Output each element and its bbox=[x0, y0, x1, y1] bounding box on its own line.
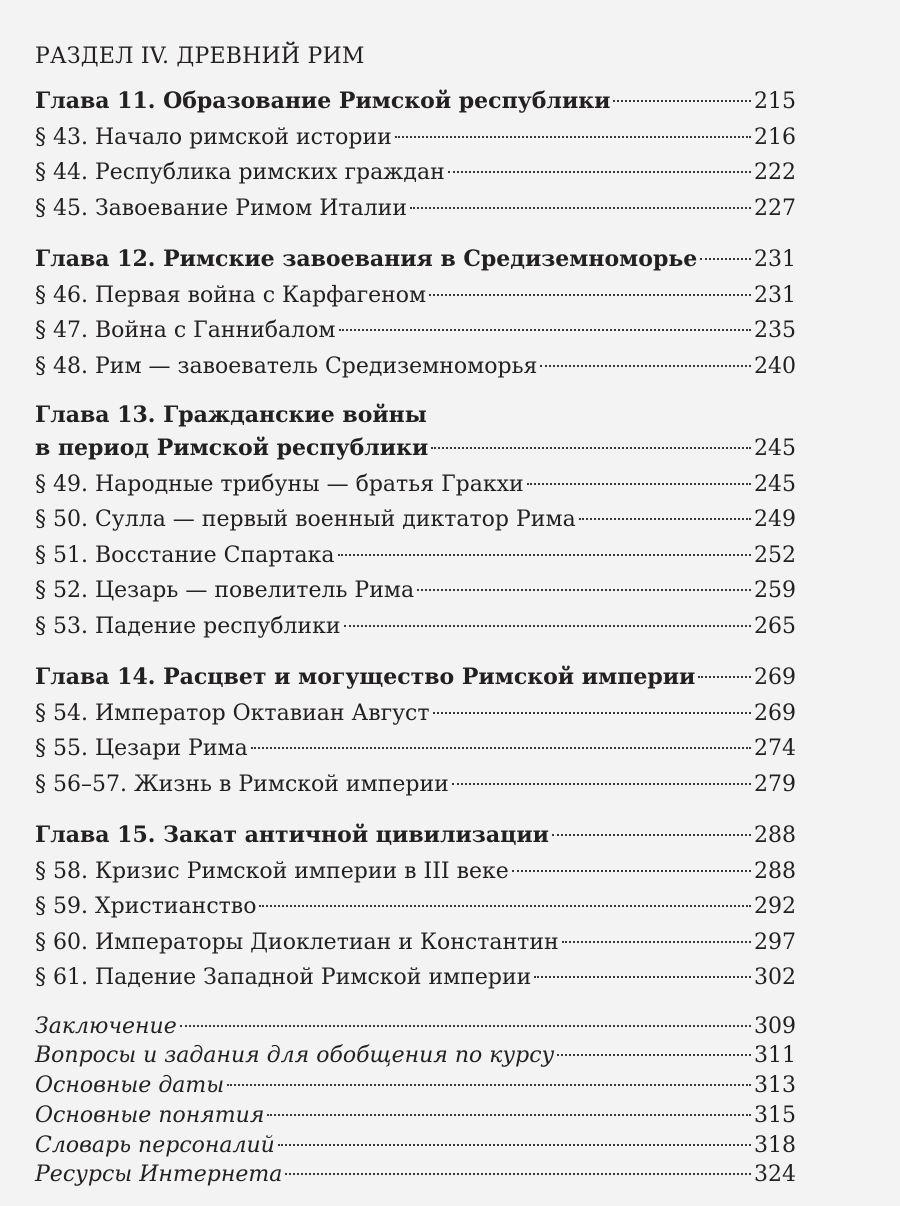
dot-leader bbox=[395, 136, 751, 138]
toc-page-number: 245 bbox=[754, 471, 796, 497]
dot-leader bbox=[180, 1025, 751, 1027]
dot-leader bbox=[452, 783, 751, 785]
toc-paragraph-entry bbox=[35, 538, 796, 574]
toc-paragraph-entry bbox=[35, 767, 796, 803]
toc-entry-title: § 51. Восстание Спартака bbox=[35, 542, 335, 568]
toc-page-number: 302 bbox=[754, 965, 796, 990]
dot-leader bbox=[700, 258, 751, 260]
dot-leader bbox=[527, 483, 751, 485]
toc-entry-title: § 53. Падение республики bbox=[35, 613, 341, 639]
dot-leader bbox=[338, 554, 751, 556]
dot-leader bbox=[227, 1084, 751, 1086]
toc-chapter-entry bbox=[35, 660, 796, 696]
dot-leader bbox=[540, 365, 751, 367]
toc-entry-title: § 48. Рим — завоеватель Средиземноморья bbox=[35, 353, 538, 379]
toc-page-number: 252 bbox=[754, 542, 796, 568]
dot-leader bbox=[344, 625, 751, 627]
toc-page-number: 274 bbox=[754, 736, 796, 761]
toc-paragraph-entry bbox=[35, 696, 796, 732]
toc-page-number: 235 bbox=[754, 318, 796, 343]
toc-entry-title: Глава 12. Римские завоевания в Средиземноморье bbox=[35, 246, 698, 272]
toc-appendix-entry bbox=[35, 1071, 796, 1101]
dot-leader bbox=[339, 329, 751, 331]
toc-page-number: 324 bbox=[754, 1162, 796, 1188]
toc-paragraph-entry bbox=[35, 573, 796, 609]
toc-entry-title: в период Римской республики bbox=[35, 435, 429, 461]
toc-entry-title: § 50. Сулла — первый военный диктатор Рима bbox=[35, 507, 576, 532]
toc-page-number: 227 bbox=[754, 195, 796, 221]
toc-page-number: 269 bbox=[754, 700, 796, 726]
dot-leader bbox=[417, 589, 751, 591]
toc-entry-title: § 47. Война с Ганнибалом bbox=[35, 318, 336, 343]
toc-page-number: 311 bbox=[754, 1043, 796, 1069]
toc-page-number: 309 bbox=[754, 1013, 796, 1039]
toc-appendix-group bbox=[35, 1012, 796, 1191]
toc-entry-title: § 58. Кризис Римской империи в III веке bbox=[35, 858, 509, 884]
toc-entry-title: Глава 15. Закат античной цивилизации bbox=[35, 822, 549, 848]
toc-page-number: 240 bbox=[754, 353, 796, 379]
toc-entry-title: § 61. Падение Западной Римской империи bbox=[35, 965, 532, 990]
toc-appendix-entry bbox=[35, 1160, 796, 1190]
toc-page-number: 313 bbox=[754, 1073, 796, 1099]
toc-chapter-entry bbox=[35, 431, 796, 467]
toc-page-number: 216 bbox=[754, 124, 796, 150]
dot-leader bbox=[448, 171, 751, 173]
toc-entry-title: § 55. Цезари Рима bbox=[35, 736, 248, 761]
toc-page-number: 318 bbox=[754, 1132, 796, 1158]
dot-leader bbox=[251, 747, 751, 749]
section-title: РАЗДЕЛ IV. ДРЕВНИЙ РИМ bbox=[35, 44, 365, 69]
toc-entry-title: Заключение bbox=[35, 1013, 177, 1039]
dot-leader bbox=[698, 676, 751, 678]
dot-leader bbox=[410, 207, 751, 209]
toc-chapter-group bbox=[35, 242, 796, 384]
toc-entry-title: § 45. Завоевание Римом Италии bbox=[35, 195, 407, 221]
toc-paragraph-entry bbox=[35, 313, 796, 349]
dot-leader bbox=[433, 712, 751, 714]
toc-chapter-entry bbox=[35, 818, 796, 854]
toc-entry-title: Глава 14. Расцвет и могущество Римской империи bbox=[35, 664, 696, 690]
toc-page-number: 288 bbox=[754, 858, 796, 884]
toc-entry-title: Основные понятия bbox=[35, 1102, 265, 1128]
dot-leader bbox=[259, 905, 751, 907]
toc-entry-title: § 43. Начало римской истории bbox=[35, 124, 392, 150]
toc-chapter-entry bbox=[35, 84, 796, 120]
toc-entry-title: § 44. Республика римских граждан bbox=[35, 160, 445, 185]
dot-leader bbox=[512, 870, 751, 872]
toc-appendix-entry bbox=[35, 1131, 796, 1161]
toc-paragraph-entry bbox=[35, 854, 796, 890]
toc-paragraph-entry bbox=[35, 609, 796, 645]
table-of-contents bbox=[35, 84, 796, 1206]
toc-entry-title: § 59. Христианство bbox=[35, 894, 257, 919]
toc-appendix-entry bbox=[35, 1012, 796, 1042]
dot-leader bbox=[431, 447, 751, 449]
toc-paragraph-entry bbox=[35, 960, 796, 996]
toc-entry-title: Словарь персоналий bbox=[35, 1132, 275, 1158]
toc-entry-title: Глава 13. Гражданские войны bbox=[35, 402, 427, 428]
toc-page-number: 265 bbox=[754, 613, 796, 639]
toc-paragraph-entry bbox=[35, 155, 796, 191]
toc-page-number: 231 bbox=[754, 247, 796, 272]
toc-page-number: 315 bbox=[754, 1102, 796, 1128]
toc-page-number: 288 bbox=[754, 823, 796, 848]
toc-paragraph-entry bbox=[35, 889, 796, 925]
toc-chapter-group bbox=[35, 84, 796, 226]
toc-entry-title: § 49. Народные трибуны — братья Гракхи bbox=[35, 471, 524, 497]
toc-page-number: 245 bbox=[754, 436, 796, 461]
toc-page-number: 269 bbox=[754, 665, 796, 690]
dot-leader bbox=[552, 834, 751, 836]
toc-entry-title: Ресурсы Интернета bbox=[35, 1162, 283, 1188]
toc-entry-title: § 46. Первая война с Карфагеном bbox=[35, 282, 427, 308]
dot-leader bbox=[285, 1173, 751, 1175]
toc-appendix-entry bbox=[35, 1101, 796, 1131]
toc-page-number: 215 bbox=[754, 89, 796, 114]
toc-paragraph-entry bbox=[35, 731, 796, 767]
toc-chapter-entry bbox=[35, 400, 796, 431]
dot-leader bbox=[278, 1144, 751, 1146]
toc-entry-title: Основные даты bbox=[35, 1073, 225, 1099]
dot-leader bbox=[429, 294, 751, 296]
toc-chapter-group bbox=[35, 818, 796, 996]
toc-page-number: 297 bbox=[754, 929, 796, 955]
toc-entry-title: § 60. Императоры Диоклетиан и Константин bbox=[35, 929, 559, 955]
toc-page-number: 292 bbox=[754, 894, 796, 919]
toc-paragraph-entry bbox=[35, 278, 796, 314]
toc-entry-title: Глава 11. Образование Римской республики bbox=[35, 88, 611, 114]
toc-chapter-entry bbox=[35, 242, 796, 278]
toc-paragraph-entry bbox=[35, 925, 796, 961]
toc-page-number: 222 bbox=[754, 160, 796, 185]
toc-entry-title: § 56–57. Жизнь в Римской империи bbox=[35, 771, 449, 797]
toc-paragraph-entry bbox=[35, 467, 796, 503]
dot-leader bbox=[562, 941, 751, 943]
toc-paragraph-entry bbox=[35, 191, 796, 227]
toc-chapter-group bbox=[35, 660, 796, 802]
dot-leader bbox=[267, 1114, 751, 1116]
dot-leader bbox=[579, 518, 751, 520]
toc-paragraph-entry bbox=[35, 502, 796, 538]
dot-leader bbox=[534, 976, 751, 978]
toc-chapter-group bbox=[35, 400, 796, 644]
toc-entry-title: Вопросы и задания для обобщения по курсу bbox=[35, 1043, 555, 1069]
toc-page-number: 249 bbox=[754, 507, 796, 532]
dot-leader bbox=[613, 100, 751, 102]
dot-leader bbox=[557, 1054, 751, 1056]
toc-paragraph-entry bbox=[35, 349, 796, 385]
toc-entry-title: § 52. Цезарь — повелитель Рима bbox=[35, 578, 415, 603]
toc-appendix-entry bbox=[35, 1041, 796, 1071]
toc-paragraph-entry bbox=[35, 120, 796, 156]
toc-page-number: 231 bbox=[754, 282, 796, 308]
toc-page-number: 259 bbox=[754, 578, 796, 603]
toc-page-number: 279 bbox=[754, 771, 796, 797]
toc-entry-title: § 54. Император Октавиан Август bbox=[35, 700, 430, 726]
